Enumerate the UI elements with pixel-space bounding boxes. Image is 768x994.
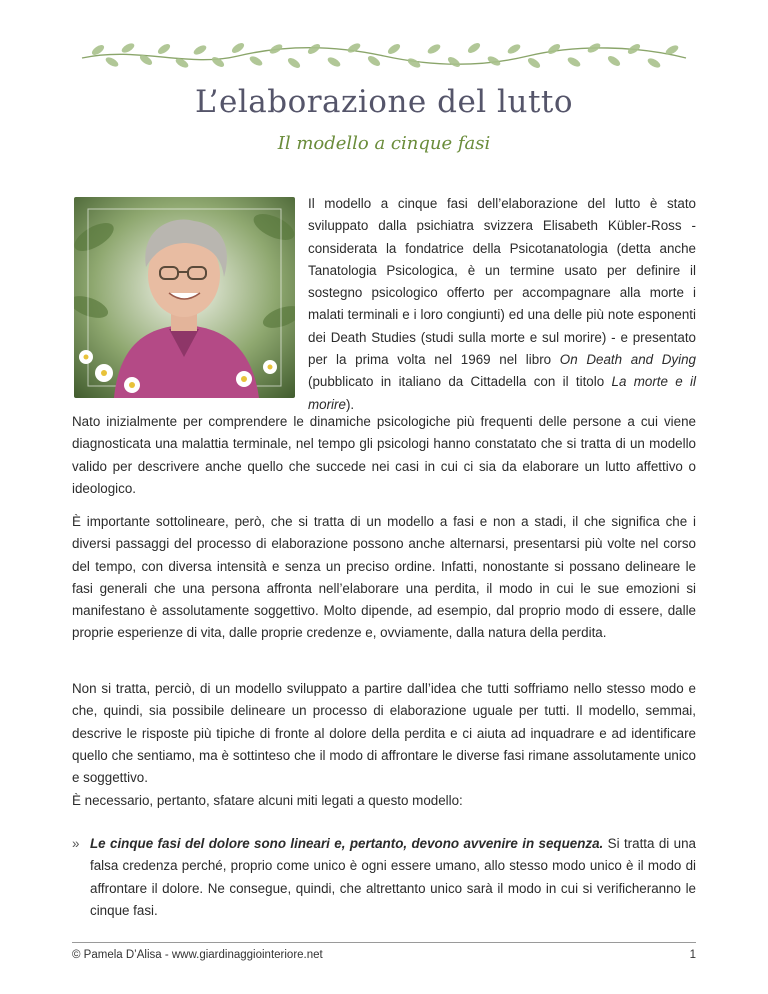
intro-paragraph: Il modello a cinque fasi dell’elaborazione del lutto è stato sviluppato dalla psichiatra svizzera Elisabeth Kübler-Ross - considerata la fondatrice della Psicotanatologia (detta anche Tanatologia Psicologica, è un termine usato per definire il sostegno psicologico offerto per accompagnare alla morte i malati terminali e i loro congiunti) ed una delle più note esponenti dei Death Studies (studi sulla morte e sul morire) - e presentato per la prima volta nel 1969 nel libro On Death and Dying (pubblicato in italiano da Cittadella con il titolo La morte e il morire). [308, 196, 697, 412]
footer-copyright: © Pamela D’Alisa - www.giardinaggiointeriore.net [72, 949, 323, 961]
page-number: 1 [689, 949, 696, 961]
body-paragraph-2: È importante sottolineare, però, che si tratta di un modello a fasi e non a stadi, il che significa che i diversi passaggi del processo di elaborazione possono anche alternarsi, presentarsi più volte nel corso del tempo, con diversa intensità e senza un preciso ordine. Infatti, nonostante si possano delineare le fasi generali che una persona affronta nell’elaborare una perdita, il modo in cui le sue emozioni si manifestano è assolutamente soggettivo. Molto dipende, ad esempio, dal proprio modo di essere, dalle proprie esperienze di vita, dalle proprie credenze e, ovviamente, dalla natura della perdita. [72, 514, 696, 641]
footer-divider [72, 942, 696, 943]
page-title: L’elaborazione del lutto [194, 84, 574, 120]
body-paragraph-4: È necessario, pertanto, sfatare alcuni miti legati a questo modello: [72, 793, 463, 808]
portrait-photo [74, 197, 295, 398]
bullet-marker: » [72, 836, 80, 851]
body-paragraph-3: Non si tratta, perciò, di un modello sviluppato a partire dall’idea che tutti soffriamo nello stesso modo e che, quindi, sia possibile delineare un processo di elaborazione uguale per tutti. Il modello, semmai, descrive le risposte più tipiche di fronte al dolore della perdita e ci aiuta ad inquadrare e ad identificare quello che sentiamo, ma è sottinteso che il modo di affrontare le diverse fasi rimane assolutamente unico e soggettivo. [72, 681, 696, 786]
myth-statement: Le cinque fasi del dolore sono lineari e, pertanto, devono avvenire in sequenza. [90, 836, 604, 851]
italian-book-title: La morte e il morire [308, 374, 697, 412]
body-paragraph-1: Nato inizialmente per comprendere le dinamiche psicologiche più frequenti delle persone a cui viene diagnosticata una malattia terminale, nel tempo gli psicologi hanno constatato che si tratta di un modello valido per descrivere anche quello che succede nei casi in cui ci sia da elaborare un lutto affettivo o ideologico. [72, 414, 696, 496]
page-subtitle: Il modello a cinque fasi [277, 133, 491, 154]
leaf-vine-ornament [78, 36, 690, 76]
myth-list-item: Le cinque fasi del dolore sono lineari e, pertanto, devono avvenire in sequenza. Si tratta di una falsa credenza perché, proprio come unico è ogni essere umano, allo stesso modo unico è il modo di affrontare il dolore. Ne consegue, quindi, che altrettanto unico sarà il modo in cui si verificheranno le cinque fasi. [90, 836, 697, 918]
book-title: On Death and Dying [559, 352, 696, 368]
